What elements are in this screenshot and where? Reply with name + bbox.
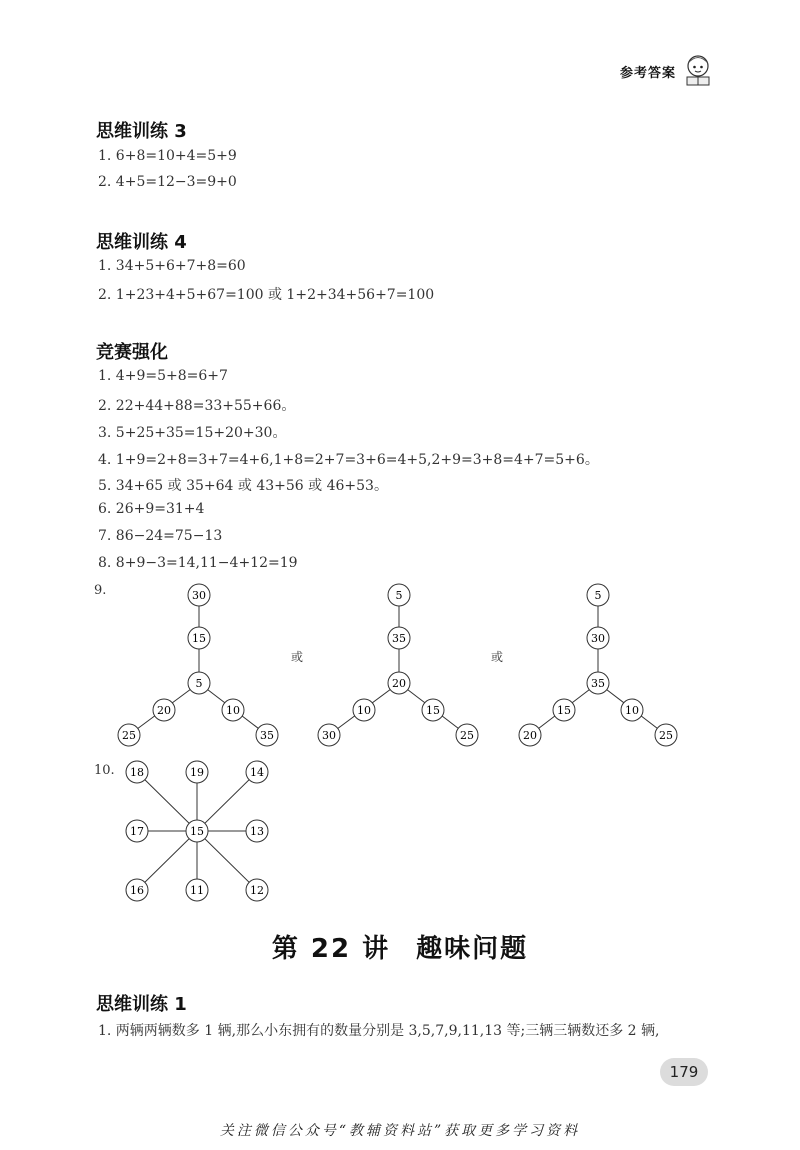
answer-line: 5. 34+65 或 35+64 或 43+56 或 46+53。 (98, 478, 388, 494)
node-bottom (186, 879, 208, 901)
node-upper (388, 627, 410, 649)
node-left-inner (553, 699, 575, 721)
chapter-title: 趣味问题 (416, 934, 529, 964)
svg-text:14: 14 (250, 766, 264, 779)
svg-text:15: 15 (557, 704, 571, 717)
answer-line: 4. 1+9=2+8=3+7=4+6,1+8=2+7=3+6=4+5,2+9=3+8=4+7=5+6。 (98, 452, 599, 468)
node-top (587, 584, 609, 606)
svg-text:15: 15 (190, 825, 204, 838)
header-tag: 参考答案 (620, 66, 677, 81)
svg-text:35: 35 (392, 632, 406, 645)
tree-2 (318, 584, 478, 746)
section-title: 思维训练 1 (96, 994, 187, 1015)
section-title: 思维训练 3 (96, 121, 187, 142)
svg-text:35: 35 (260, 729, 274, 742)
node-right (246, 820, 268, 842)
node-left (126, 820, 148, 842)
node-top-right (246, 761, 268, 783)
node-bottom-left (126, 879, 148, 901)
answer-line: 1. 6+8=10+4=5+9 (98, 148, 237, 164)
answer-line: 1. 4+9=5+8=6+7 (98, 368, 228, 384)
answer-line: 2. 22+44+88=33+55+66。 (98, 398, 296, 414)
node-right-outer (256, 724, 278, 746)
answer-line: 1. 两辆两辆数多 1 辆,那么小东拥有的数量分别是 3,5,7,9,11,13 等;三辆三辆数还多 2 辆, (98, 1023, 660, 1039)
svg-text:5: 5 (594, 589, 602, 602)
svg-text:15: 15 (192, 632, 206, 645)
node-right-inner (422, 699, 444, 721)
or-text: 或 (491, 650, 504, 664)
svg-text:25: 25 (122, 729, 136, 742)
answer-line: 2. 4+5=12−3=9+0 (98, 174, 237, 190)
svg-text:30: 30 (192, 589, 206, 602)
node-left-outer (318, 724, 340, 746)
footer-note: 关注微信公众号“教辅资料站”获取更多学习资料 (219, 1123, 581, 1139)
svg-text:10: 10 (625, 704, 639, 717)
svg-text:20: 20 (523, 729, 537, 742)
node-bottom-right (246, 879, 268, 901)
tree-1 (118, 584, 278, 746)
svg-text:18: 18 (130, 766, 144, 779)
node-center (388, 672, 410, 694)
svg-text:30: 30 (591, 632, 605, 645)
answer-line: 1. 34+5+6+7+8=60 (98, 258, 246, 274)
svg-text:16: 16 (130, 884, 144, 897)
svg-text:30: 30 (322, 729, 336, 742)
svg-text:5: 5 (195, 677, 203, 690)
svg-text:19: 19 (190, 766, 204, 779)
node-right-inner (621, 699, 643, 721)
or-text: 或 (291, 650, 304, 664)
svg-text:12: 12 (250, 884, 264, 897)
node-upper (587, 627, 609, 649)
node-right-outer (655, 724, 677, 746)
chapter-number: 第 22 讲 (271, 934, 391, 964)
svg-text:11: 11 (190, 884, 204, 897)
svg-text:15: 15 (426, 704, 440, 717)
svg-text:25: 25 (659, 729, 673, 742)
answer-line: 7. 86−24=75−13 (98, 528, 223, 544)
node-top-left (126, 761, 148, 783)
svg-text:20: 20 (392, 677, 406, 690)
svg-text:20: 20 (157, 704, 171, 717)
problem-10-label: 10. (94, 763, 115, 778)
node-center (587, 672, 609, 694)
svg-text:5: 5 (395, 589, 403, 602)
node-left-outer (519, 724, 541, 746)
node-top (186, 761, 208, 783)
node-right-inner (222, 699, 244, 721)
svg-text:10: 10 (226, 704, 240, 717)
answer-line: 6. 26+9=31+4 (98, 501, 205, 517)
problem-9-label: 9. (94, 583, 107, 598)
section-title: 思维训练 4 (96, 232, 187, 253)
svg-text:13: 13 (250, 825, 264, 838)
section-title: 竞赛强化 (96, 342, 168, 363)
node-left-inner (153, 699, 175, 721)
answer-line: 8. 8+9−3=14,11−4+12=19 (98, 555, 298, 571)
chapter-heading (0, 928, 800, 965)
answer-line: 3. 5+25+35=15+20+30。 (98, 425, 287, 441)
answer-line: 2. 1+23+4+5+67=100 或 1+2+34+56+7=100 (98, 287, 435, 303)
node-top (188, 584, 210, 606)
svg-text:10: 10 (357, 704, 371, 717)
node-upper (188, 627, 210, 649)
svg-text:25: 25 (460, 729, 474, 742)
node-center (188, 672, 210, 694)
node-center (186, 820, 208, 842)
node-left-outer (118, 724, 140, 746)
node-right-outer (456, 724, 478, 746)
page-number: 179 (660, 1058, 708, 1086)
node-left-inner (353, 699, 375, 721)
svg-text:35: 35 (591, 677, 605, 690)
node-top (388, 584, 410, 606)
svg-text:17: 17 (130, 825, 144, 838)
